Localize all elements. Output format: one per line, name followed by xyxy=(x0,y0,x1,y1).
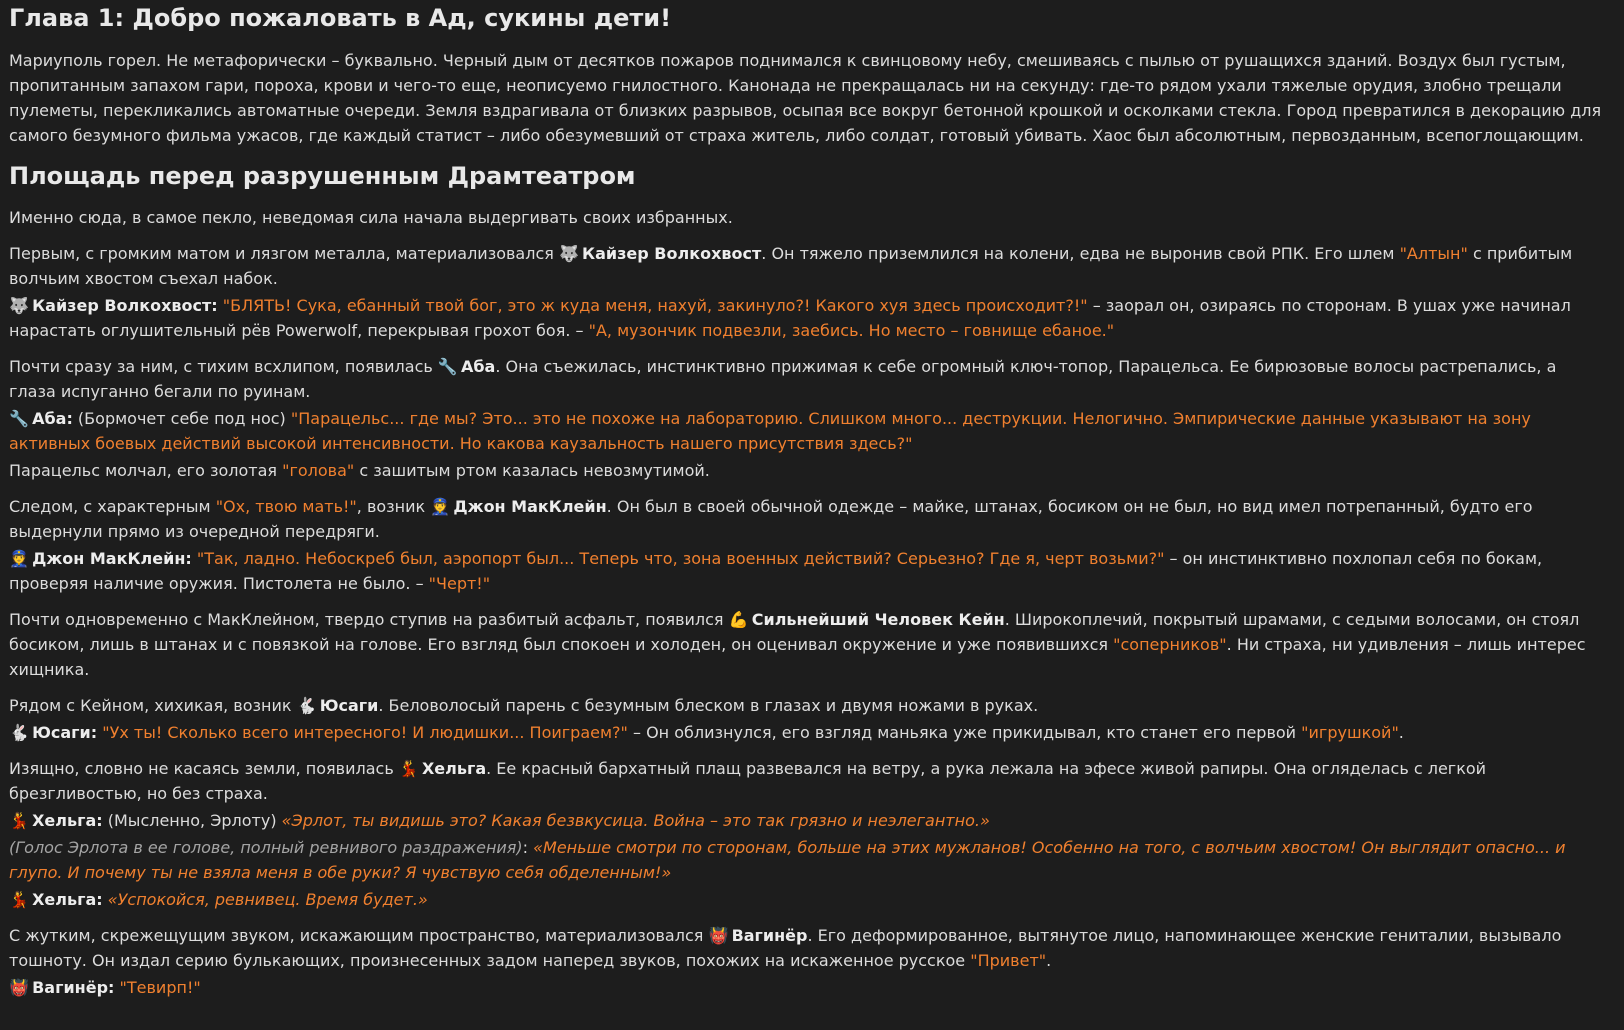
narration: . Ее красный бархатный плащ развевался на ветру, а рука лежала на эфесе живой рапиры. Она огляделась с легкой брезгливостью, но без страха. xyxy=(9,759,1487,803)
arrival-paragraph: Именно сюда, в самое пекло, неведомая сила начала выдергивать своих избранных. xyxy=(9,208,733,227)
dialogue-quote: "Ух ты! Сколько всего интересного! И людишки... Поиграем?" xyxy=(102,723,628,742)
wrench-icon: 🔧 xyxy=(9,409,29,428)
yusagi-arrival-paragraph xyxy=(9,693,1608,718)
aba-arrival-paragraph xyxy=(9,354,1608,404)
intro-paragraph: Мариуполь горел. Не метафорически – буквально. Черный дым от десятков пожаров поднимался к свинцовому небу, смешиваясь с пылью от рушащихся зданий. Воздух был густым, пропитанным запахом гари, пороха, крови и чего-то еще, неописуемо гнилостного. Канонада не прекращалась ни на секунду: где-то рядом ухали тяжелые орудия, злобно трещали пулеметы, перекликались автоматные очереди. Земля вздрагивала от близких разрывов, осыпая все вокруг бетонной крошкой и осколками стекла. Город превратился в декорацию для самого безумного фильма ужасов, где каждый статист – либо обезумевший от страха житель, либо солдат, готовый убивать. Хаос был абсолютным, первозданным, всепоглощающим. xyxy=(9,51,1602,145)
quoted-term: "игрушкой" xyxy=(1301,723,1399,742)
speaker-label: Хельга: xyxy=(32,890,103,909)
section-title: Площадь перед разрушенным Драмтеатром xyxy=(9,162,636,190)
narration: – заорал он, озираясь по сторонам. В ушах уже начинал нарастать оглушительный рёв Powerwolf, перекрывая грохот боя. – xyxy=(9,296,1571,340)
narration: Почти одновременно с МакКлейном, твердо ступив на разбитый асфальт, появился xyxy=(9,610,729,629)
quoted-term: "Привет" xyxy=(970,951,1047,970)
dancer-icon: 💃 xyxy=(9,811,29,830)
john-dialogue xyxy=(9,546,1608,596)
speaker-label: Кайзер Волкохвост: xyxy=(32,296,218,315)
police-officer-icon: 👮 xyxy=(9,549,29,568)
helga-arrival-paragraph xyxy=(9,756,1608,806)
dialogue-quote: "Парацельс... где мы? Это... это не похоже на лабораторию. Слишком много... деструкции. Нелогично. Эмпирические данные указывают на зону активных боевых действий высокой интенсивности. Но какова каузальность нашего присутствия здесь?" xyxy=(9,409,1531,453)
dialogue-quote: "БЛЯТЬ! Сука, ебанный твой бог, это ж куда меня, нахуй, закинуло?! Какого хуя здесь происходит?!" xyxy=(222,296,1088,315)
stage-direction: (Бормочет себе под нос) xyxy=(72,409,291,428)
kaiser-dialogue xyxy=(9,293,1608,343)
character-name: Джон МакКлейн xyxy=(453,497,607,516)
character-name: Кайзер Волкохвост xyxy=(582,244,762,263)
narration: . Ни страха, ни удивления – лишь интерес хищника. xyxy=(9,635,1586,679)
dancer-icon: 💃 xyxy=(398,759,419,778)
speaker-label: Аба: xyxy=(32,409,73,428)
character-name: Юсаги xyxy=(319,696,379,715)
police-officer-icon: 👮 xyxy=(430,497,451,516)
yusagi-dialogue xyxy=(9,720,1608,745)
narration: . Его деформированное, вытянутое лицо, напоминающее женские гениталии, вызывало тошноту. Он издал серию булькающих, произнесенных задом наперед звуков, похожих на искаженное русское xyxy=(9,926,1562,970)
character-name: Аба xyxy=(460,357,496,376)
speaker-label: Хельга: xyxy=(32,811,103,830)
narration: Почти сразу за ним, с тихим всхлипом, появилась xyxy=(9,357,438,376)
chapter-title: Глава 1: Добро пожаловать в Ад, сукины дети! xyxy=(9,4,672,32)
vaginer-dialogue xyxy=(9,975,1608,1000)
john-arrival-paragraph xyxy=(9,494,1608,544)
quoted-term: "Ох, твою мать!" xyxy=(215,497,357,516)
character-name: Сильнейший Человек Кейн xyxy=(751,610,1005,629)
stage-direction: (Мысленно, Эрлоту) xyxy=(102,811,282,830)
erlot-dialogue xyxy=(9,835,1608,885)
kaiser-arrival-paragraph xyxy=(9,241,1608,291)
rabbit-icon: 🐇 xyxy=(9,723,29,742)
dialogue-quote: "Тевирп!" xyxy=(119,978,201,997)
wolf-icon: 🐺 xyxy=(558,244,579,263)
narration: Парацельс молчал, его золотая xyxy=(9,461,283,480)
speaker-label: Джон МакКлейн: xyxy=(32,549,192,568)
narration: – Он облизнулся, его взгляд маньяка уже прикидывал, кто станет его первой xyxy=(627,723,1302,742)
ogre-icon: 👹 xyxy=(9,978,29,997)
narration: . Он тяжело приземлился на колени, едва не выронив свой РПК. Его шлем xyxy=(761,244,1400,263)
narration: . Беловолосый парень с безумным блеском в глазах и двумя ножами в руках. xyxy=(378,696,1039,715)
character-name: Вагинёр xyxy=(731,926,808,945)
quoted-term: "Алтын" xyxy=(1399,244,1468,263)
helga-dialogue xyxy=(9,808,1608,833)
dialogue-quote: «Успокойся, ревнивец. Время будет.» xyxy=(107,890,428,909)
narration: С жутким, скрежещущим звуком, искажающим пространство, материализовался xyxy=(9,926,709,945)
character-name: Хельга xyxy=(421,759,487,778)
narration: – он инстинктивно похлопал себя по бокам, проверяя наличие оружия. Пистолета не было. – xyxy=(9,549,1543,593)
document-page xyxy=(0,1,1624,1000)
wrench-icon: 🔧 xyxy=(437,357,458,376)
vaginer-arrival-paragraph xyxy=(9,923,1608,973)
narration: Изящно, словно не касаясь земли, появилась xyxy=(9,759,399,778)
dialogue-quote: "А, музончик подвезли, заебись. Но место – говнище ебаное." xyxy=(588,321,1115,340)
quoted-term: "голова" xyxy=(282,461,355,480)
ogre-icon: 👹 xyxy=(708,926,729,945)
narration: . Широкоплечий, покрытый шрамами, с седыми волосами, он стоял босиком, лишь в штанах и с повязкой на голове. Его взгляд был спокоен и холоден, он оценивал окружение и уже появившихся xyxy=(9,610,1580,654)
narration: Первым, с громким матом и лязгом металла, материализовался xyxy=(9,244,559,263)
kane-arrival-paragraph xyxy=(9,607,1608,682)
stage-direction: (Голос Эрлота в ее голове, полный ревнивого раздражения) xyxy=(9,838,523,857)
narration: . Он был в своей обычной одежде – майке, штанах, босиком он не был, но вид имел потрепанный, будто его выдернули прямо из очередной передряги. xyxy=(9,497,1533,541)
speaker-label: Вагинёр: xyxy=(32,978,115,997)
aba-dialogue xyxy=(9,406,1608,456)
dialogue-quote: "Так, ладно. Небоскреб был, аэропорт был... Теперь что, зона военных действий? Серьезно? Где я, черт возьми?" xyxy=(196,549,1165,568)
speaker-label: Юсаги: xyxy=(32,723,98,742)
helga-reply xyxy=(9,887,1608,912)
dialogue-quote: «Меньше смотри по сторонам, больше на этих мужланов! Особенно на того, с волчьим хвостом! Он выглядит опасно... и глупо. И почему ты не взяла меня в обе руки? Я чувствую себя обделенным!» xyxy=(9,838,1566,882)
narration: , возник xyxy=(356,497,431,516)
narration: . xyxy=(1046,951,1052,970)
narration: . xyxy=(1398,723,1404,742)
narration: Следом, с характерным xyxy=(9,497,216,516)
narration: с зашитым ртом казалась невозмутимой. xyxy=(354,461,710,480)
wolf-icon: 🐺 xyxy=(9,296,29,315)
flexed-biceps-icon: 💪 xyxy=(728,610,749,629)
quoted-term: "соперников" xyxy=(1113,635,1227,654)
narration: . Она съежилась, инстинктивно прижимая к себе огромный ключ-топор, Парацельса. Ее бирюзовые волосы растрепались, а глаза испуганно бегали по руинам. xyxy=(9,357,1557,401)
separator: : xyxy=(522,838,534,857)
narration: Рядом с Кейном, хихикая, возник xyxy=(9,696,297,715)
rabbit-icon: 🐇 xyxy=(296,696,317,715)
dancer-icon: 💃 xyxy=(9,890,29,909)
narration: с прибитым волчьим хвостом съехал набок. xyxy=(9,244,1573,288)
dialogue-quote: «Эрлот, ты видишь это? Какая безвкусица. Война – это так грязно и неэлегантно.» xyxy=(281,811,990,830)
dialogue-quote: "Черт!" xyxy=(428,574,491,593)
paracelsus-paragraph xyxy=(9,458,1608,483)
